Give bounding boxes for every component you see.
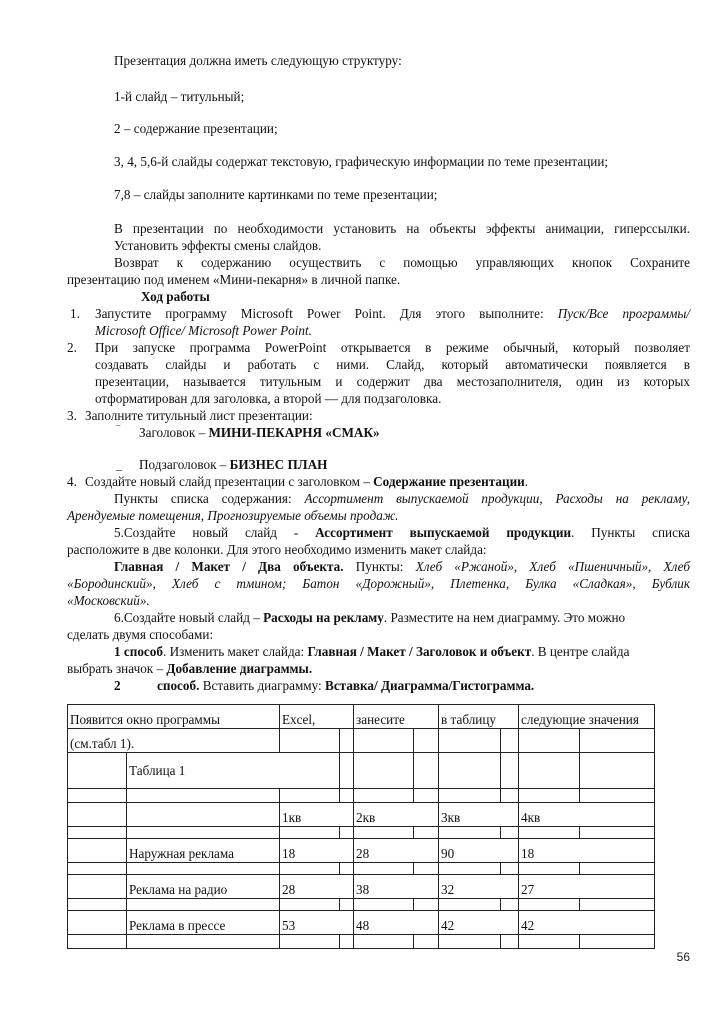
table-cell [519, 753, 580, 789]
step5-items-label: Пункты: [355, 559, 404, 574]
table-row [68, 839, 655, 863]
step1-path: Пуск/Все программы/ [557, 306, 690, 321]
section-heading: Ход работы [141, 289, 210, 304]
step5-line [114, 558, 690, 575]
subtitle-bullet [139, 456, 327, 473]
paragraph-line: В презентации по необходимости установить на объекты эффекты анимации, гиперссылки. [114, 221, 690, 236]
table-cell [414, 753, 439, 789]
data-table [67, 704, 655, 949]
step6-text: 6.Создайте новый слайд – [114, 610, 260, 625]
table-cell: 38 [354, 875, 439, 899]
table-cell [580, 753, 655, 789]
step1-line [95, 305, 690, 322]
page-number: 56 [676, 950, 690, 964]
table-cell: 18 [519, 839, 655, 863]
structure-item: 7,8 – слайды заполните картинками по теме презентации; [114, 187, 438, 202]
table-row [68, 789, 655, 803]
step2-line: отформатирован для заголовка, а второй — для подзаголовка. [95, 391, 442, 406]
table-cell [439, 729, 501, 753]
table-cell [439, 753, 501, 789]
table-cell [340, 753, 354, 789]
step-number: 4. [67, 474, 77, 489]
step-number: 2. [67, 340, 77, 355]
step4-period: . [524, 474, 529, 489]
table-cell: 53 [280, 911, 354, 935]
way2-label: способ. [157, 678, 200, 693]
table-cell [414, 729, 439, 753]
way1-label: 1 способ [114, 644, 163, 659]
bullet-label: Подзаголовок – [139, 457, 230, 472]
column-header: 1кв [280, 803, 354, 827]
paragraph-line: Установить эффекты смены слайдов. [114, 238, 322, 253]
step6-line: сделать двумя способами: [67, 627, 214, 642]
table-row [68, 863, 655, 875]
step2-line: При запуске программа PowerPoint открывается в режиме обычный, который позволяет [95, 340, 690, 355]
way2-number: 2 [114, 678, 121, 693]
step4-text: Создайте новый слайд презентации с заголовком – [85, 474, 370, 489]
table-cell [354, 729, 414, 753]
paragraph-line: презентацию под именем «Мини-пекарня» в личной папке. [67, 272, 401, 287]
table-cell: в таблицу [439, 705, 519, 729]
step6-line [114, 609, 625, 626]
way1-text: . Изменить макет слайда: [162, 644, 305, 659]
table-cell: Появится окно программы [68, 705, 280, 729]
table-row [68, 911, 655, 935]
title-bullet [139, 424, 380, 441]
column-header: 3кв [439, 803, 519, 827]
table-cell: 18 [280, 839, 354, 863]
column-header: 2кв [354, 803, 439, 827]
table-cell [340, 729, 354, 753]
way1-line [67, 660, 312, 677]
table-cell [501, 729, 519, 753]
table-cell [354, 753, 414, 789]
table-cell: (см.табл 1). [68, 729, 280, 753]
step5-items: Хлеб «Ржаной», Хлеб «Пшеничный», Хлеб [415, 559, 690, 574]
step5-line [114, 524, 690, 541]
paragraph-line: Возврат к содержанию осуществить с помощью управляющих кнопок Сохраните [114, 255, 690, 270]
table-cell: следующие значения [519, 705, 655, 729]
step1-path-line: Microsoft Office/ Microsoft Power Point. [95, 323, 312, 338]
table-row [68, 803, 655, 827]
step4-title: Содержание презентации [373, 474, 525, 489]
bullet-value: БИЗНЕС ПЛАН [229, 457, 328, 472]
bullet-value: МИНИ-ПЕКАРНЯ «СМАК» [208, 425, 380, 440]
way2-text: Вставить диаграмму: [202, 678, 322, 693]
way1-rest: . В центре слайда [531, 644, 630, 659]
table-cell: Excel, [280, 705, 354, 729]
step4-items-label: Пункты списка содержания: [114, 491, 292, 506]
table-row [68, 899, 655, 911]
step5-text: 5.Создайте новый слайд - [114, 525, 299, 540]
dash-bullet-icon: ‾ [116, 424, 120, 438]
table-cell [519, 729, 580, 753]
step1-text: Запустите программу Microsoft Power Point. Для этого выполните: [95, 306, 544, 321]
step5-items-line: «Бородинский», Хлеб с тмином; Батон «Дорожный», Плетенка, Булка «Сладкая», Бублик [67, 576, 690, 591]
way1-line [114, 643, 629, 660]
table-cell [501, 753, 519, 789]
step4-line [114, 490, 690, 507]
way2-line [157, 677, 534, 694]
way1-end: . [308, 661, 313, 676]
structure-item: 3, 4, 5,6-й слайды содержат текстовую, графическую информации по теме презентации; [114, 154, 609, 169]
table-cell [580, 729, 655, 753]
table-cell: 28 [354, 839, 439, 863]
table-row [68, 753, 655, 789]
table-cell [280, 729, 340, 753]
step6-rest: . Разместите на нем диаграмму. Это можно [383, 610, 626, 625]
step-number: 3. [67, 408, 77, 423]
row-label: Реклама на радио [127, 875, 280, 899]
row-label: Наружная реклама [127, 839, 280, 863]
table-cell: 32 [439, 875, 519, 899]
step4-line [85, 473, 528, 490]
table-cell: 42 [519, 911, 655, 935]
structure-item: 1-й слайд – титульный; [114, 89, 245, 104]
table-cell: 42 [439, 911, 519, 935]
table-caption: Таблица 1 [127, 753, 340, 789]
step3-text: Заполните титульный лист презентации: [85, 408, 313, 423]
step5-line: расположите в две колонки. Для этого необходимо изменить макет слайда: [67, 542, 487, 557]
table-cell: 28 [280, 875, 354, 899]
dash-bullet-icon: _ [116, 458, 122, 472]
step4-items: Ассортимент выпускаемой продукции, Расходы на рекламу, [304, 491, 690, 506]
way2-path: Вставка/ Диаграмма/Гистограмма. [325, 678, 535, 693]
way1-name: Добавление диаграммы [166, 661, 309, 676]
table-cell: 27 [519, 875, 655, 899]
step2-line: создавать слайды и работать с ними. Слайд, который автоматически появляется в [95, 357, 690, 372]
intro-line: Презентация должна иметь следующую структуру: [114, 53, 402, 68]
table-row [68, 827, 655, 839]
table-row [68, 875, 655, 899]
step5-rest: . Пункты списка [571, 525, 691, 540]
step2-line: презентации, называется титульным и содержит два местозаполнителя, один из которых [95, 374, 690, 389]
step5-items-line: «Московский». [67, 593, 150, 608]
table-cell: 48 [354, 911, 439, 935]
way1-path: Главная / Макет / Заголовок и объект [307, 644, 532, 659]
step5-path: Главная / Макет / Два объекта. [114, 559, 344, 574]
table-row [68, 705, 655, 729]
step5-title: Ассортимент выпускаемой продукции [315, 525, 572, 540]
step4-items-line: Арендуемые помещения, Прогнозируемые объемы продаж. [67, 508, 399, 523]
table-cell: 90 [439, 839, 519, 863]
step-number: 1. [70, 306, 80, 321]
structure-item: 2 – содержание презентации; [114, 121, 278, 136]
table-cell [68, 753, 127, 789]
table-cell: занесите [354, 705, 439, 729]
way1-text: выбрать значок – [67, 661, 164, 676]
table-row [68, 935, 655, 949]
column-header: 4кв [519, 803, 655, 827]
table-row [68, 729, 655, 753]
bullet-label: Заголовок – [139, 425, 209, 440]
step6-title: Расходы на рекламу [263, 610, 384, 625]
row-label: Реклама в прессе [127, 911, 280, 935]
